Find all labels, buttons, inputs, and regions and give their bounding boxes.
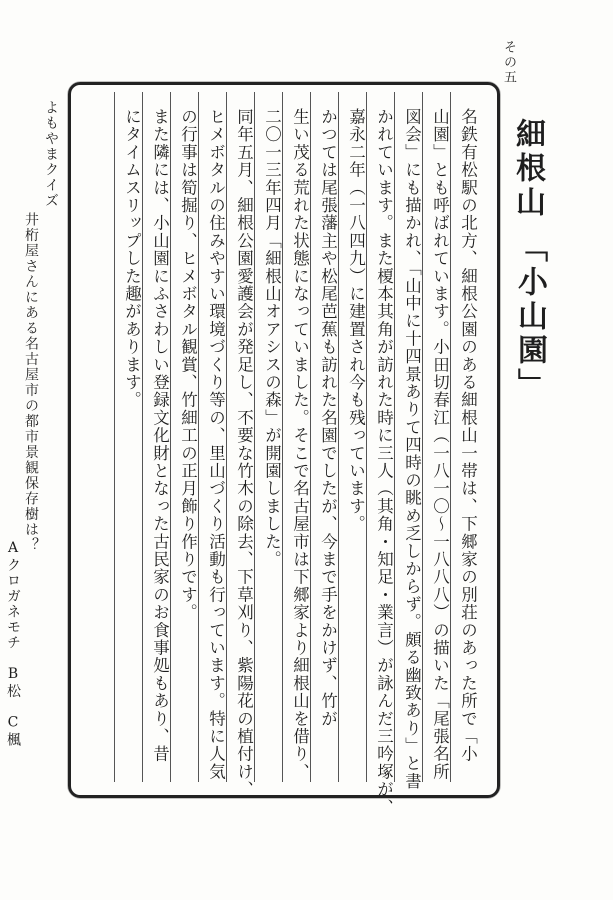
column-rule xyxy=(366,92,367,782)
quiz-question: 井桁屋さんにある名古屋市の都市景観保存樹は？ xyxy=(23,212,39,553)
body-line: にタイムスリップした趣があります。 xyxy=(122,108,142,409)
column-rule xyxy=(170,92,171,782)
body-line: かれています。また榎本其角が訪れた時に三人（其角・知足・業言）が詠んだ三吟塚が、 xyxy=(374,108,394,816)
series-label: その五 xyxy=(501,40,516,85)
page-subtitle: 「小山園」 xyxy=(512,232,547,402)
column-rule xyxy=(254,92,255,782)
body-line: 二〇一三年四月「細根山オアシスの森」が開園しました。 xyxy=(262,108,282,569)
body-line: 嘉永二年（一八四九）に建置され今も残っています。 xyxy=(346,108,366,533)
page-title: 細根山 xyxy=(510,118,545,220)
body-line: 図会」にも描かれ、「山中に十四景ありて四時の眺め乏しからず。頗る幽致あり」と書 xyxy=(402,108,422,791)
body-line: の行事は筍掘り、ヒメボタル観賞、竹細工の正月飾り作りです。 xyxy=(178,108,198,622)
body-line: 同年五月、細根公園愛護会が発足し、不要な竹木の除去、下草刈り、紫陽花の植付け、 xyxy=(234,108,254,799)
body-line: 山園」とも呼ばれています。小田切春江（一八一〇〜一八八八）の描いた「尾張名所 xyxy=(430,108,450,781)
column-rule xyxy=(282,92,283,782)
column-rule xyxy=(142,92,143,782)
quiz-answers: Aクロガネモチ B松 C楓 xyxy=(5,540,21,748)
column-rule xyxy=(198,92,199,782)
body-line: ヒメボタルの住みやすい環境づくり等の、里山づくり活動も行っています。特に人気 xyxy=(206,108,226,781)
column-rule xyxy=(394,92,395,782)
quiz-heading: よもやまクイズ xyxy=(43,100,59,209)
column-rule xyxy=(310,92,311,782)
body-line: かつては尾張藩主や松尾芭蕉も訪れた名園でしたが、今まで手をかけず、竹が xyxy=(318,108,338,728)
column-rule xyxy=(450,92,451,782)
body-line: 生い茂る荒れた状態になっていました。そこで名古屋市は下郷家より細根山を借り、 xyxy=(290,108,310,781)
column-rule xyxy=(338,92,339,782)
column-rule xyxy=(114,92,115,782)
body-line: また隣には、小山園にふさわしい登録文化財となった古民家のお食事処もあり、昔 xyxy=(150,108,170,763)
body-line: 名鉄有松駅の北方、細根公園のある細根山一帯は、下郷家の別荘のあった所で「小 xyxy=(458,108,478,763)
column-rule xyxy=(226,92,227,782)
column-rule xyxy=(422,92,423,782)
